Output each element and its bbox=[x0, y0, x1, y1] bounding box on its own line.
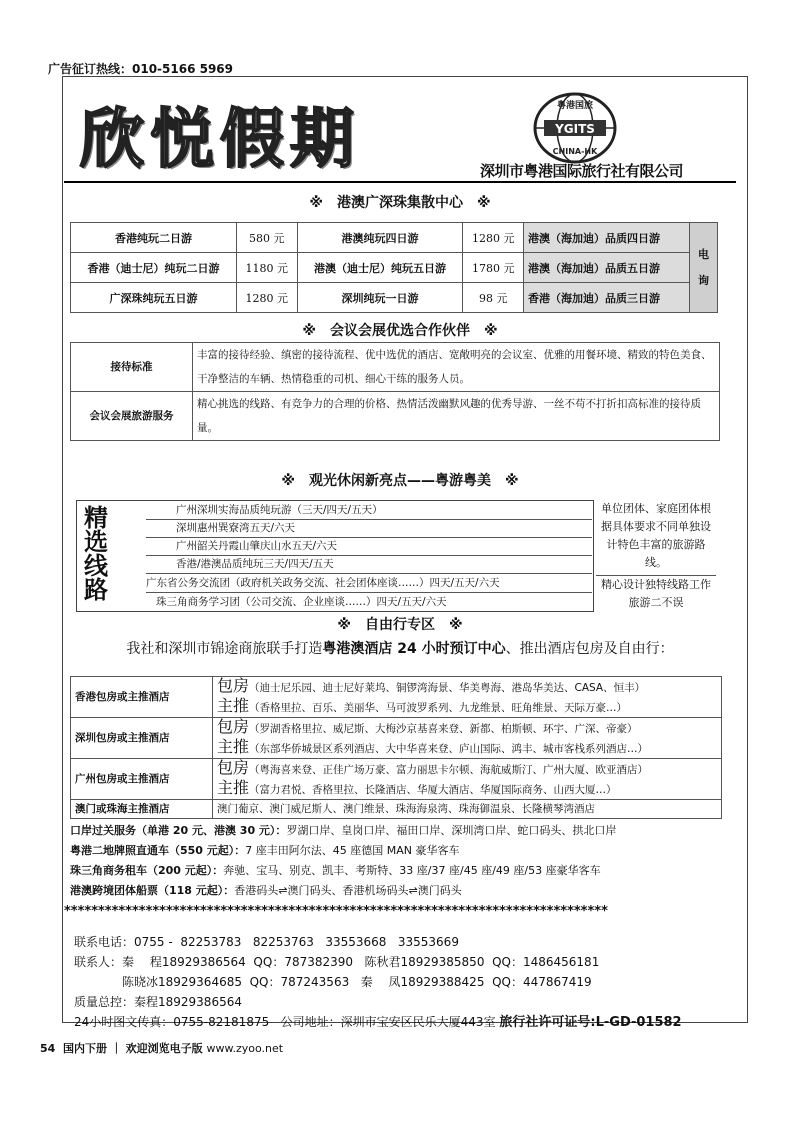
tour-price: 1280 元 bbox=[463, 223, 524, 253]
partner-label: 会议会展旅游服务 bbox=[71, 392, 193, 441]
service-car-rental: 珠三角商务租车（200 元起）：奔驰、宝马、别克、凯丰、考斯特、33 座/37 座/45 座/49 座/53 座豪华客车 bbox=[70, 864, 601, 877]
tour-price: 1780 元 bbox=[463, 253, 524, 283]
table-row bbox=[71, 677, 722, 718]
tour-name: 广深珠纯玩五日游 bbox=[71, 283, 237, 313]
work-tour-note: 精心设计独特线路工作旅游二不误 bbox=[596, 575, 716, 612]
service-border-crossing: 口岸过关服务（单港 20 元、港澳 30 元）：罗湖口岸、皇岗口岸、福田口岸、深圳湾口岸、蛇口码头、拱北口岸 bbox=[70, 824, 617, 837]
tour-name: 港澳纯玩四日游 bbox=[297, 223, 463, 253]
contact-persons-2: 陈晓冰18929364685 QQ：787243563 秦 凤18929388425 QQ：447867419 bbox=[74, 975, 592, 989]
tour-name: 香港（迪士尼）纯玩二日游 bbox=[71, 253, 237, 283]
list-item: 珠三角商务学习团（公司交流、企业座谈……）四天/五天/六天 bbox=[156, 596, 447, 608]
hotel-region: 广州包房或主推酒店 bbox=[71, 759, 213, 800]
brand-title: 欣悦假期 bbox=[80, 102, 360, 177]
list-item: 深圳惠州巽寮湾五天/六天 bbox=[146, 520, 592, 538]
section-title-highlights: ※ 观光休闲新亮点——粤游粤美 ※ bbox=[281, 473, 519, 489]
footer-url: www.zyoo.net bbox=[206, 1042, 284, 1055]
star-divider: ******************************************************************************** bbox=[64, 904, 608, 919]
partner-label: 接待标准 bbox=[71, 343, 193, 392]
hotel-table bbox=[70, 676, 722, 819]
logo-text-middle: YGITS bbox=[555, 122, 595, 136]
logo-text-top: 粤港国旅 bbox=[556, 101, 594, 111]
logo-text-bottom: CHINA-HK bbox=[552, 147, 598, 156]
tour-price: 1280 元 bbox=[236, 283, 297, 313]
tour-price: 98 元 bbox=[463, 283, 524, 313]
contact-phone: 联系电话：0755 - 82253783 82253763 33553668 33553669 bbox=[74, 935, 459, 949]
table-row bbox=[71, 343, 720, 392]
table-row bbox=[71, 253, 718, 283]
partner-text: 精心挑选的线路、有竞争力的合理的价格、热情活泼幽默风趣的优秀导游、一丝不苟不打折扣高标准的接待质量。 bbox=[193, 392, 720, 441]
table-row bbox=[71, 759, 722, 800]
tour-name: 香港纯玩二日游 bbox=[71, 223, 237, 253]
hotel-region: 香港包房或主推酒店 bbox=[71, 677, 213, 718]
tour-name: 港澳（海加迪）品质四日游 bbox=[524, 223, 690, 253]
hotel-region: 深圳包房或主推酒店 bbox=[71, 718, 213, 759]
custom-tour-note: 单位团体、家庭团体根据具体要求不同单独设计特色丰富的旅游路线。 bbox=[601, 502, 711, 569]
company-name: 深圳市粤港国际旅行社有限公司 bbox=[480, 162, 684, 180]
ad-hotline: 广告征订热线：010-5166 5969 bbox=[48, 62, 234, 76]
phone-enquiry-cell: 电询 bbox=[690, 223, 718, 313]
list-item: 广州深圳实海品质纯玩游（三天/四天/五天） bbox=[146, 502, 592, 520]
tour-price: 580 元 bbox=[236, 223, 297, 253]
table-row bbox=[71, 800, 722, 819]
contact-persons: 联系人：秦 程18929386564 QQ：787382390 陈秋君18929385850 QQ：1486456181 bbox=[74, 955, 600, 969]
hotel-region: 澳门或珠海主推酒店 bbox=[71, 800, 213, 819]
partner-text: 丰富的接待经验、缜密的接待流程、优中选优的酒店、宽敞明亮的会议室、优雅的用餐环境、精致的特色美食、干净整洁的车辆、热情稳重的司机、细心干练的服务人员。 bbox=[193, 343, 720, 392]
section-title-partners: ※ 会议会展优选合作伙伴 ※ bbox=[302, 323, 498, 339]
page-footer: 54 国内下册 ｜ 欢迎浏览电子版 www.zyoo.net bbox=[40, 1042, 284, 1055]
company-logo bbox=[528, 90, 622, 166]
hotel-list: 澳门葡京、澳门威尼斯人、澳门维景、珠海海泉湾、珠海御温泉、长隆横琴湾酒店 bbox=[213, 800, 722, 819]
list-item: 香港/港澳品质纯玩三天/四天/五天 bbox=[146, 556, 592, 574]
tour-price: 1180 元 bbox=[236, 253, 297, 283]
list-item: 广东省公务交流团（政府机关政务交流、社会团体座谈……）四天/五天/六天 bbox=[146, 575, 592, 593]
table-row bbox=[71, 283, 718, 313]
hotel-list: 包房（迪士尼乐园、迪士尼好莱坞、铜锣湾海景、华美粤海、港岛华美达、CASA、恒丰） 主推（香格里拉、百乐、美丽华、马可波罗系列、九龙维景、旺角维景、天际万豪…） bbox=[213, 677, 722, 718]
table-row bbox=[71, 718, 722, 759]
free-travel-intro: 我社和深圳市锦途商旅联手打造粤港澳酒店 24 小时预订中心、推出酒店包房及自由行： bbox=[126, 641, 674, 657]
tour-price-table bbox=[70, 222, 718, 313]
page-number: 54 bbox=[40, 1042, 56, 1055]
table-row bbox=[71, 223, 718, 253]
hotel-list: 包房（粤海喜来登、正佳广场万豪、富力丽思卡尔顿、海航威斯汀、广州大厦、欧亚酒店） 主推（富力君悦、香格里拉、长隆酒店、华厦大酒店、华厦国际商务、山西大厦…） bbox=[213, 759, 722, 800]
header-rule bbox=[64, 181, 736, 183]
tour-name: 深圳纯玩一日游 bbox=[297, 283, 463, 313]
service-through-bus: 粤港二地牌照直通车（550 元起）：7 座丰田阿尔法、45 座德国 MAN 豪华客车 bbox=[70, 844, 460, 857]
table-row bbox=[71, 392, 720, 441]
hotel-list: 包房（罗湖香格里拉、威尼斯、大梅沙京基喜来登、新都、柏斯顿、环宇、广深、帝豪） 主推（东部华侨城景区系列酒店、大中华喜来登、庐山国际、鸿丰、城市客栈系列酒店…） bbox=[213, 718, 722, 759]
featured-lines-title: 精选线路 bbox=[84, 503, 108, 604]
partner-table bbox=[70, 342, 720, 441]
list-item: 广州韶关丹霞山肇庆山水五天/六天 bbox=[146, 538, 592, 556]
service-ferry-tickets: 港澳跨境团体船票（118 元起）：香港码头⇌澳门码头、香港机场码头⇌澳门码头 bbox=[70, 884, 462, 897]
section-title-tours: ※ 港澳广深珠集散中心 ※ bbox=[309, 195, 491, 211]
travel-license: 旅行社许可证号:L-GD-01582 bbox=[499, 1015, 682, 1030]
tour-name: 港澳（海加迪）品质五日游 bbox=[524, 253, 690, 283]
quality-control: 质量总控：秦程18929386564 bbox=[74, 995, 242, 1009]
fax-address: 24小时图文传真：0755-82181875 公司地址：深圳市宝安区民乐大厦443室 旅行社许可证号:L-GD-01582 bbox=[74, 1015, 682, 1030]
tour-name: 港澳（迪士尼）纯玩五日游 bbox=[297, 253, 463, 283]
section-title-free-travel: ※ 自由行专区 ※ bbox=[337, 617, 463, 633]
tour-name: 香港（海加迪）品质三日游 bbox=[524, 283, 690, 313]
